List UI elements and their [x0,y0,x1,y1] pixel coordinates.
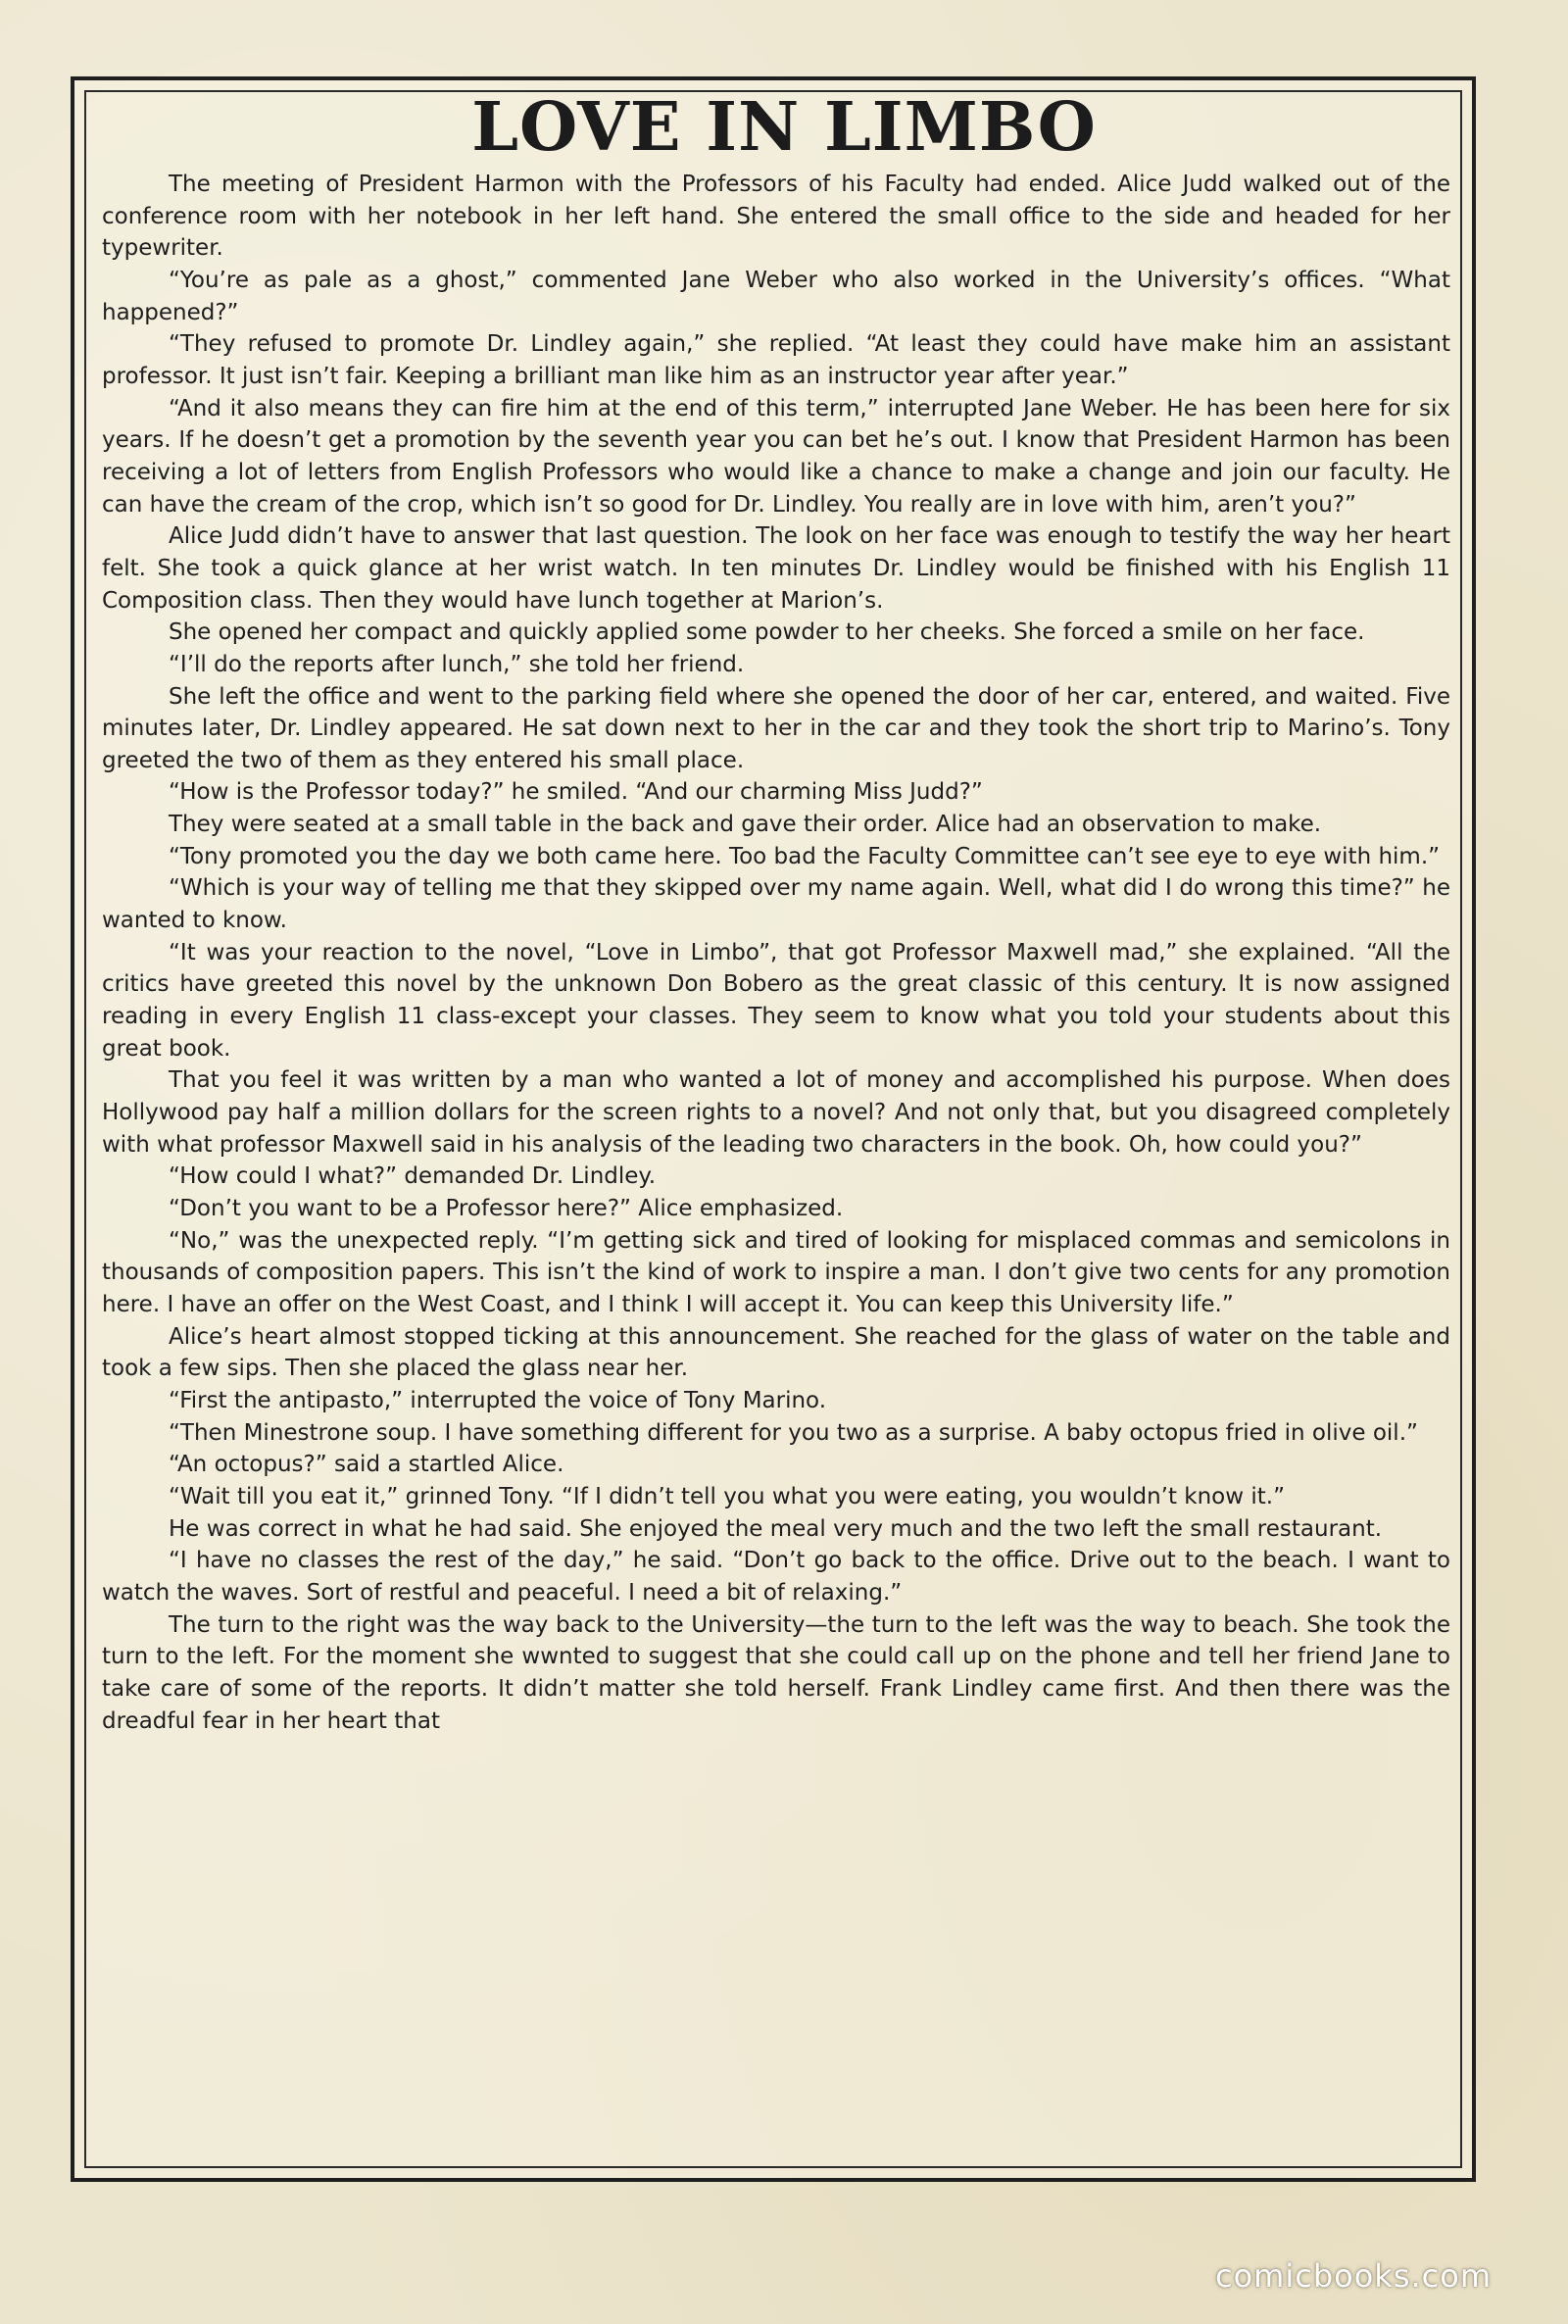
paragraph: “An octopus?” said a startled Alice. [169,1452,564,1478]
paragraph: “First the antipasto,” interrupted the voice of Tony Marino. [169,1387,827,1413]
paragraph: “Which is your way of telling me that they skipped over my name again. Well, what did I do wrong this time?” he wanted to know. [102,875,1450,934]
paragraph: “You’re as pale as a ghost,” commented Jane Weber who also worked in the University’s offices. “What happened?” [102,267,1450,325]
paragraph: “It was your reaction to the novel, “Love in Limbo”, that got Professor Maxwell mad,” she explained. “All the critics have greeted this novel by the unknown Don Bobero as the great classic of this century. It is now assigned reading in every English 11 class-except your classes. They seem to know what you told your students about this great book. [102,939,1450,1062]
paragraph: “They refused to promote Dr. Lindley again,” she replied. “At least they could have make him an assistant professor. It just isn’t fair. Keeping a brilliant man like him as an instructor year after year.” [102,331,1450,389]
story-body [102,169,1450,2156]
paragraph: He was correct in what he had said. She enjoyed the meal very much and the two left the small restaurant. [169,1515,1383,1542]
paragraph: They were seated at a small table in the back and gave their order. Alice had an observation to make. [169,812,1322,838]
paragraph: “How could I what?” demanded Dr. Lindley. [169,1163,657,1190]
paragraph: “Don’t you want to be a Professor here?” Alice emphasized. [169,1196,844,1221]
paragraph: Alice Judd didn’t have to answer that last question. The look on her face was enough to testify the way her heart felt. She took a quick glance at her wrist watch. In ten minutes Dr. Lindley would be finished with his English 11 Composition class. Then they would have lunch together at Marion’s. [102,523,1450,614]
paragraph: “No,” was the unexpected reply. “I’m getting sick and tired of looking for misplaced commas and semicolons in thousands of composition papers. This isn’t the kind of work to inspire a man. I don’t give two cents for any promotion here. I have an offer on the West Coast, and I think I will accept it. You can keep this University life.” [102,1227,1450,1317]
paragraph: The turn to the right was the way back to the University—the turn to the left was the way to beach. She took the turn to the left. For the moment she wwnted to suggest that she could call up on the phone and tell her friend Jane to take care of some of the reports. It didn’t matter she told herself. Frank Lindley came first. And then there was the dreadful fear in her heart that [102,1611,1450,1734]
paragraph: “Tony promoted you the day we both came here. Too bad the Faculty Committee can’t see eye to eye with him.” [169,843,1441,869]
paragraph: “How is the Professor today?” he smiled. “And our charming Miss Judd?” [169,779,983,806]
paragraph: She left the office and went to the parking field where she opened the door of her car, entered, and waited. Five minutes later, Dr. Lindley appeared. He sat down next to her in the car and they took the short trip to Marino’s. Tony greeted the two of them as they entered his small place. [102,683,1450,773]
paragraph: Alice’s heart almost stopped ticking at this announcement. She reached for the glass of water on the table and took a few sips. Then she placed the glass near her. [102,1323,1450,1382]
paragraph: She opened her compact and quickly applied some powder to her cheeks. She forced a smile on her face. [169,619,1365,646]
paragraph: The meeting of President Harmon with the Professors of his Faculty had ended. Alice Judd walked out of the conference room with her notebook in her left hand. She entered the small office to the side and headed for her typewriter. [102,172,1450,262]
site-watermark: comicbooks.com [1214,2257,1492,2295]
paragraph: “And it also means they can fire him at the end of this term,” interrupted Jane Weber. He has been here for six years. If he doesn’t get a promotion by the seventh year you can bet he’s out. I know that President Harmon has been receiving a lot of letters from English Professors who would like a chance to make a change and join our faculty. He can have the cream of the crop, which isn’t so good for Dr. Lindley. You really are in love with him, aren’t you?” [102,395,1450,518]
story-title: LOVE IN LIMBO [471,88,1097,167]
paragraph: “Wait till you eat it,” grinned Tony. “If I didn’t tell you what you were eating, you wouldn’t know it.” [169,1483,1286,1509]
paragraph: “I have no classes the rest of the day,” he said. “Don’t go back to the office. Drive out to the beach. I want to watch the waves. Sort of restful and peaceful. I need a bit of relaxing.” [102,1548,1450,1606]
paragraph: “I’ll do the reports after lunch,” she told her friend. [169,651,745,677]
paragraph: “Then Minestrone soup. I have something different for you two as a surprise. A baby octopus fried in olive oil.” [169,1419,1418,1446]
paragraph: That you feel it was written by a man who wanted a lot of money and accomplished his purpose. When does Hollywood pay half a million dollars for the screen rights to a novel? And not only that, but you disagreed completely with what professor Maxwell said in his analysis of the leading two characters in the book. Oh, how could you?” [102,1067,1450,1158]
